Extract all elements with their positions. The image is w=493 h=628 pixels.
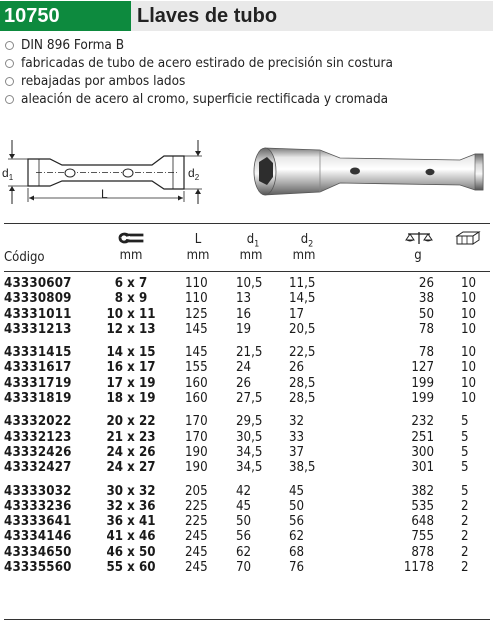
- table-row: [0, 484, 493, 499]
- cell-pack: 10: [461, 375, 477, 391]
- cell-code: 43333032: [4, 483, 72, 499]
- cell-size: 16 x 17: [106, 360, 156, 376]
- cell-size: 32 x 36: [106, 498, 156, 514]
- cell-length: 190: [185, 444, 208, 460]
- table-header-rule: [4, 271, 490, 272]
- feature-list: [4, 36, 484, 108]
- cell-size: 6 x 7: [114, 276, 148, 291]
- cell-d2: 62: [289, 529, 305, 545]
- cell-length: 110: [185, 291, 208, 307]
- cell-d1: 16: [236, 306, 252, 322]
- cell-pack: 5: [461, 429, 469, 445]
- cell-d1: 19: [236, 321, 252, 337]
- cell-d1: 62: [236, 544, 252, 560]
- cell-length: 170: [185, 414, 208, 430]
- cell-size: 14 x 15: [106, 345, 156, 361]
- product-photo: [245, 140, 490, 200]
- cell-code: 43332123: [4, 429, 72, 445]
- cell-size: 55 x 60: [106, 560, 156, 576]
- cell-code: 43332426: [4, 444, 72, 460]
- cell-weight: 301: [411, 460, 434, 476]
- cell-d2: 45: [289, 483, 305, 499]
- cell-d2: 32: [289, 414, 305, 430]
- header-size-unit: mm: [119, 248, 143, 263]
- cell-pack: 10: [461, 345, 477, 361]
- cell-d1: 34,5: [236, 460, 263, 476]
- table-row: [0, 276, 493, 291]
- feature-item: fabricadas de tubo de acero estirado de precisión sin costura: [4, 54, 484, 72]
- cell-weight: 648: [411, 514, 434, 530]
- scale-icon: [404, 231, 434, 249]
- bullet-icon: [5, 41, 14, 50]
- cell-d2: 56: [289, 514, 305, 530]
- bullet-icon: [5, 59, 14, 68]
- cell-weight: 878: [411, 544, 434, 560]
- cell-weight: 78: [418, 321, 434, 337]
- cell-length: 225: [185, 514, 208, 530]
- cell-code: 43331819: [4, 391, 72, 407]
- catalog-header: [0, 0, 493, 32]
- cell-weight: 232: [411, 414, 434, 430]
- cell-d1: 34,5: [236, 444, 263, 460]
- cell-length: 245: [185, 560, 208, 576]
- cell-code: 43333641: [4, 514, 72, 530]
- cell-length: 145: [185, 345, 208, 361]
- table-row: [0, 391, 493, 406]
- feature-item: DIN 896 Forma B: [4, 36, 484, 54]
- label-d1: $d_1$: [2, 166, 14, 182]
- cell-pack: 10: [461, 306, 477, 322]
- cell-d1: 50: [236, 514, 252, 530]
- cell-code: 43330607: [4, 276, 72, 291]
- cell-code: 43335560: [4, 560, 72, 576]
- cell-pack: 10: [461, 391, 477, 407]
- cell-d2: 28,5: [289, 391, 316, 407]
- table-row: [0, 499, 493, 514]
- table-row: [0, 360, 493, 375]
- cell-d2: 50: [289, 498, 305, 514]
- cell-length: 125: [185, 306, 208, 322]
- cell-d1: 26: [236, 375, 252, 391]
- cell-pack: 2: [461, 498, 469, 514]
- cell-d1: 21,5: [236, 345, 263, 361]
- feature-item: aleación de acero al cromo, superficie rectificada y cromada: [4, 90, 484, 108]
- table-row: [0, 345, 493, 360]
- cell-pack: 2: [461, 560, 469, 576]
- cell-pack: 10: [461, 291, 477, 307]
- header-d2: $d_2$: [300, 232, 314, 250]
- cell-d2: 38,5: [289, 460, 316, 476]
- cell-d2: 20,5: [289, 321, 316, 337]
- package-icon: [454, 231, 482, 249]
- cell-pack: 2: [461, 544, 469, 560]
- cell-pack: 2: [461, 514, 469, 530]
- cell-weight: 38: [418, 291, 434, 307]
- table-row: [0, 529, 493, 544]
- header-code: Código: [4, 250, 45, 265]
- cell-size: 17 x 19: [106, 375, 156, 391]
- cell-d1: 24: [236, 360, 252, 376]
- table-row: [0, 514, 493, 529]
- header-weight-unit: g: [414, 248, 422, 263]
- header-L: L: [194, 232, 202, 247]
- table-row: [0, 307, 493, 322]
- wrench-size-icon: [116, 231, 146, 249]
- cell-d2: 68: [289, 544, 305, 560]
- cell-size: 18 x 19: [106, 391, 156, 407]
- cell-length: 245: [185, 544, 208, 560]
- table-row: [0, 291, 493, 306]
- header-d1: $d_1$: [246, 232, 260, 250]
- cell-length: 205: [185, 483, 208, 499]
- cell-code: 43331415: [4, 345, 72, 361]
- cell-size: 8 x 9: [114, 291, 148, 307]
- header-d1-unit: mm: [239, 248, 263, 263]
- cell-length: 110: [185, 276, 208, 291]
- cell-weight: 300: [411, 444, 434, 460]
- bullet-icon: [5, 77, 14, 86]
- cell-d2: 37: [289, 444, 305, 460]
- cell-pack: 5: [461, 414, 469, 430]
- cell-weight: 199: [411, 391, 434, 407]
- table-row: [0, 430, 493, 445]
- cell-d1: 56: [236, 529, 252, 545]
- cell-size: 30 x 32: [106, 483, 156, 499]
- cell-weight: 1178: [403, 560, 434, 576]
- product-title: Llaves de tubo: [131, 1, 493, 31]
- cell-code: 43332427: [4, 460, 72, 476]
- cell-size: 21 x 23: [106, 429, 156, 445]
- table-row: [0, 322, 493, 337]
- cell-code: 43330809: [4, 291, 72, 307]
- cell-d1: 27,5: [236, 391, 263, 407]
- row-group: [0, 345, 493, 406]
- table-row: [0, 460, 493, 475]
- row-group: [0, 414, 493, 475]
- table-row: [0, 445, 493, 460]
- cell-length: 170: [185, 429, 208, 445]
- row-group: [0, 276, 493, 337]
- cell-size: 20 x 22: [106, 414, 156, 430]
- cell-length: 145: [185, 321, 208, 337]
- cell-weight: 78: [418, 345, 434, 361]
- cell-weight: 127: [411, 360, 434, 376]
- cell-code: 43334650: [4, 544, 72, 560]
- cell-size: 24 x 27: [106, 460, 156, 476]
- cell-weight: 755: [411, 529, 434, 545]
- table-body: [0, 276, 493, 583]
- table-bottom-rule: [4, 619, 490, 620]
- table-row: [0, 414, 493, 429]
- label-L: L: [101, 187, 108, 201]
- header-L-unit: mm: [186, 248, 210, 263]
- table-row: [0, 545, 493, 560]
- cell-pack: 10: [461, 321, 477, 337]
- cell-code: 43331617: [4, 360, 72, 376]
- cell-length: 190: [185, 460, 208, 476]
- table-row: [0, 376, 493, 391]
- cell-d2: 76: [289, 560, 305, 576]
- cell-d2: 26: [289, 360, 305, 376]
- cell-d1: 30,5: [236, 429, 263, 445]
- cell-pack: 10: [461, 360, 477, 376]
- cell-size: 10 x 11: [106, 306, 156, 322]
- cell-size: 46 x 50: [106, 544, 156, 560]
- cell-weight: 535: [411, 498, 434, 514]
- label-d2: $d_2$: [188, 166, 200, 182]
- cell-length: 245: [185, 529, 208, 545]
- cell-length: 225: [185, 498, 208, 514]
- cell-size: 24 x 26: [106, 444, 156, 460]
- cell-length: 160: [185, 375, 208, 391]
- cell-pack: 5: [461, 460, 469, 476]
- cell-d2: 14,5: [289, 291, 316, 307]
- cell-length: 160: [185, 391, 208, 407]
- cell-weight: 382: [411, 483, 434, 499]
- cell-d2: 17: [289, 306, 305, 322]
- cell-weight: 251: [411, 429, 434, 445]
- cell-pack: 10: [461, 276, 477, 291]
- cell-d1: 10,5: [236, 276, 263, 291]
- cell-d1: 42: [236, 483, 252, 499]
- cell-size: 36 x 41: [106, 514, 156, 530]
- cell-weight: 26: [418, 276, 434, 291]
- cell-d1: 13: [236, 291, 252, 307]
- cell-code: 43333236: [4, 498, 72, 514]
- cell-code: 43334146: [4, 529, 72, 545]
- table-header: [0, 228, 493, 268]
- cell-pack: 5: [461, 444, 469, 460]
- cell-d2: 22,5: [289, 345, 316, 361]
- bullet-icon: [5, 95, 14, 104]
- cell-pack: 5: [461, 483, 469, 499]
- cell-size: 12 x 13: [106, 321, 156, 337]
- product-code-badge: 10750: [0, 1, 131, 31]
- cell-weight: 199: [411, 375, 434, 391]
- feature-item: rebajadas por ambos lados: [4, 72, 484, 90]
- cell-code: 43331011: [4, 306, 72, 322]
- cell-length: 155: [185, 360, 208, 376]
- cell-d1: 45: [236, 498, 252, 514]
- technical-drawing: [2, 132, 217, 212]
- cell-size: 41 x 46: [106, 529, 156, 545]
- cell-d2: 28,5: [289, 375, 316, 391]
- row-group: [0, 484, 493, 576]
- cell-d1: 29,5: [236, 414, 263, 430]
- cell-pack: 2: [461, 529, 469, 545]
- cell-code: 43331719: [4, 375, 72, 391]
- cell-code: 43331213: [4, 321, 72, 337]
- cell-d2: 33: [289, 429, 305, 445]
- table-row: [0, 560, 493, 575]
- cell-d2: 11,5: [289, 276, 316, 291]
- cell-weight: 50: [418, 306, 434, 322]
- cell-code: 43332022: [4, 414, 72, 430]
- cell-d1: 70: [236, 560, 252, 576]
- header-d2-unit: mm: [292, 248, 316, 263]
- table-top-rule: [4, 223, 490, 224]
